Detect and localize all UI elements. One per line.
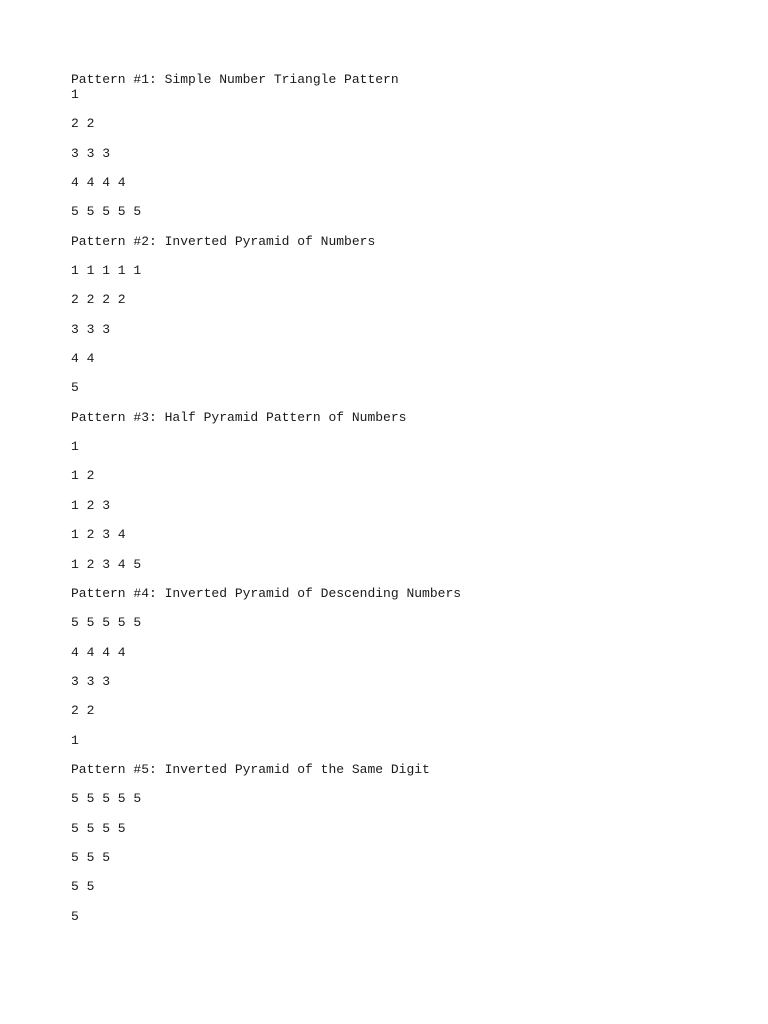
pattern-row: 5 5 5 (71, 849, 111, 865)
pattern-row: 4 4 4 4 (71, 175, 126, 191)
pattern-row: 5 (71, 908, 79, 924)
pattern-row: 5 5 5 5 5 (71, 204, 142, 220)
pattern-row: 5 5 5 5 5 (71, 791, 142, 807)
pattern-row: 5 5 (71, 879, 95, 895)
pattern-row: 2 2 2 2 (71, 292, 126, 308)
pattern-row: 1 (71, 87, 79, 102)
pattern-row: 5 5 5 5 5 (71, 615, 142, 631)
pattern-row: 3 3 3 (71, 673, 111, 689)
pattern-row: 4 4 (71, 351, 95, 367)
pattern-row: 1 2 3 (71, 497, 111, 513)
pattern-row: 5 (71, 380, 79, 396)
document-body (71, 72, 711, 938)
pattern-row: 2 2 (71, 116, 95, 132)
pattern-row: 3 3 3 (71, 321, 111, 337)
pattern-row: 5 5 5 5 (71, 820, 126, 836)
pattern-row: 1 2 3 4 5 (71, 556, 142, 572)
pattern-row: 2 2 (71, 703, 95, 719)
pattern-row: 1 1 1 1 1 (71, 263, 142, 279)
pattern-row: 1 (71, 439, 79, 455)
pattern-row: 1 2 3 4 (71, 527, 126, 543)
pattern-row: 4 4 4 4 (71, 644, 126, 660)
section-heading: Pattern #5: Inverted Pyramid of the Same Digit (71, 761, 430, 777)
section-heading: Pattern #3: Half Pyramid Pattern of Numbers (71, 409, 407, 425)
section-heading: Pattern #2: Inverted Pyramid of Numbers (71, 233, 376, 249)
pattern-row: 1 2 (71, 468, 95, 484)
section-heading: Pattern #4: Inverted Pyramid of Descending Numbers (71, 585, 462, 601)
pattern-row: 3 3 3 (71, 145, 111, 161)
pattern-row: 1 (71, 732, 79, 748)
section-heading: Pattern #1: Simple Number Triangle Pattern (71, 72, 399, 87)
